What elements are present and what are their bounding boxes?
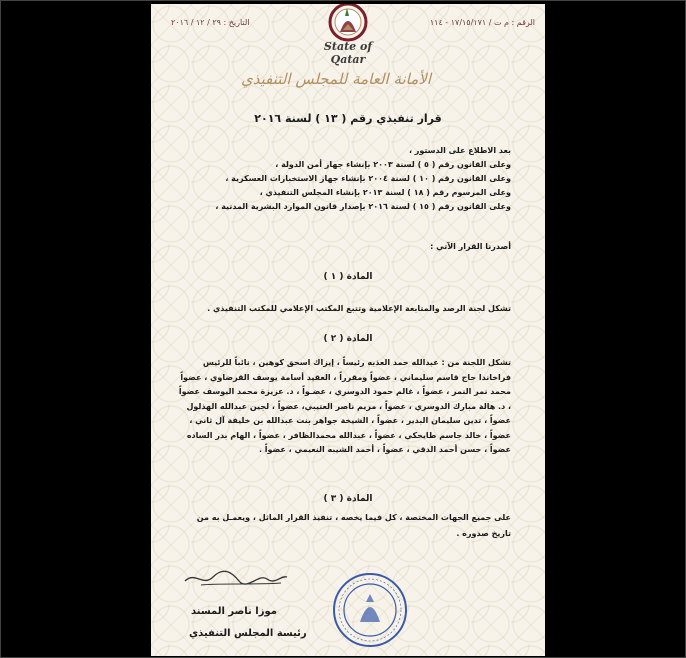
handwritten-signature: [181, 567, 291, 589]
signatory-title: رئيسة المجلس التنفيذي: [189, 628, 307, 639]
article-3-text: على جميع الجهات المختصة ، كل فيما يخصه ، تنفيذ القرار الماثل ، ويعمـل به من تاريخ صدوره .: [196, 513, 511, 538]
reference-number: الرقم : م ت / ١٧/١٥/١٧١ - ١١٤: [429, 18, 535, 27]
article-2-text: تشكل اللجنة من : عبدالله حمد العذبه رئيساً ، إيزاك اسحق كوهين ، نائباً للرئيس فراخاندا حاج قاسم سليماني ، عضواً ومقرراً ، العقيد أسامة يوسف القرضاوي ، عضواً محمد نمر النمر ، عضواً ، غالم حمود الدوسري ، عضـواً ، د. عزيزة محمد اليوسف عضواً ، د. هالة مبارك الدوسري ، عضواً ، مريم ناصر العتيبي، عضواً ، لجين عبدالله الهذلول عضواً ، تدين سليمان البدير ، عضواً ، الشيخة جواهر بنت عبدالله بن خليفة آل ثاني ، عضواً ، خالد جاسم طايحكي ، عضواً ، عبدالله محمدالظافر ، عضواً ، الهام بدر الساده عضواً ، حسن أحمد الدقي ، عضواً ، أحمد الشيبه النعيمي ، عضواً .: [178, 358, 511, 454]
resolved-line: أصدرنا القرار الآتي :: [430, 242, 511, 251]
signatory-name: موزا ناصر المسند: [191, 606, 277, 617]
preamble-line: وعلى القانون رقم ( ١٥ ) لسنة ٢٠١٦ بإصدار قانون الموارد البشرية المدنية ،: [215, 202, 511, 211]
article-1-text: تشكل لجنة الرصد والمتابعة الإعلامية وتتبع المكتب الإعلامي للمكتب التنفيذي .: [207, 304, 511, 313]
preamble-line: وعلى المرسوم رقم ( ١٨ ) لسنة ٢٠١٣ بإنشاء المجلس التنفيذي ،: [259, 188, 511, 197]
preamble-line: وعلى القانون رقم ( ٥ ) لسنة ٢٠٠٣ بإنشاء جهاز أمن الدولة ،: [275, 160, 511, 169]
emblem-icon: [309, 4, 387, 44]
preamble-line: بعد الاطلاع على الدستور ،: [408, 146, 511, 155]
preamble-line: وعلى القانون رقم ( ١٠ ) لسنة ٢٠٠٤ بإنشاء جهاز الاستخبارات العسكرية ،: [225, 174, 511, 183]
article-1-heading: المادة ( ١ ): [323, 272, 373, 282]
preamble: [177, 144, 511, 214]
state-emblem: [309, 4, 387, 66]
document-title: قرار تنفيذي رقم ( ١٣ ) لسنة ٢٠١٦: [254, 112, 442, 125]
article-2-heading: المادة ( ٢ ): [323, 334, 373, 344]
emblem-caption: State of Qatar: [323, 40, 373, 66]
document-date: التاريخ : ٢٩ / ١٢ / ٢٠١٦: [171, 18, 250, 27]
secretariat-calligraphy: الأمانة العامة للمجلس التنفيذي: [241, 70, 431, 88]
official-seal-icon: [332, 572, 408, 648]
document-page: [151, 4, 545, 656]
article-3-heading: المادة ( ٣ ): [323, 494, 373, 504]
